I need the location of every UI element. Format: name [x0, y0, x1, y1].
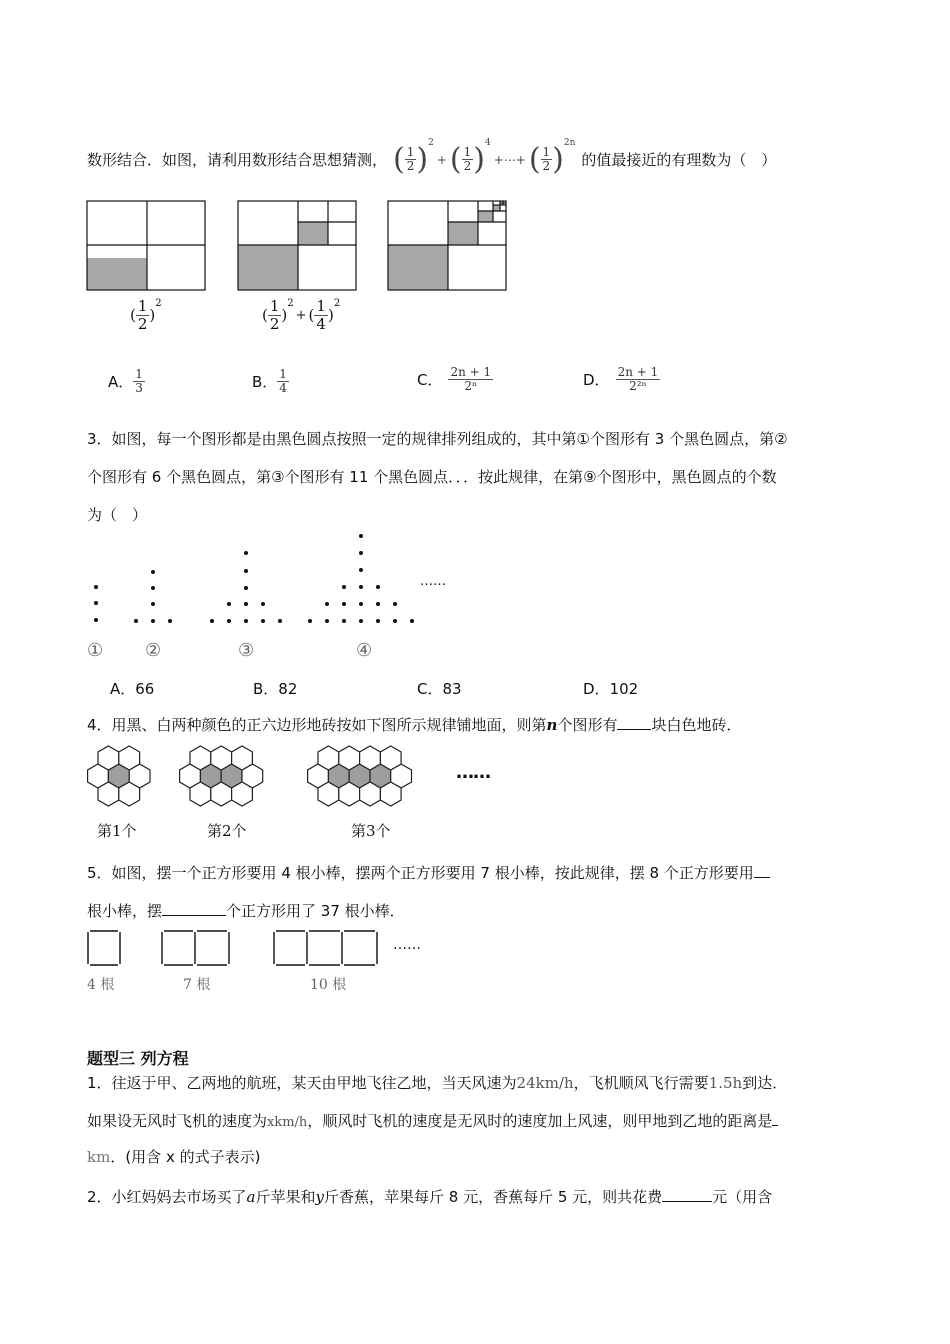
q4-hexagon-figures	[84, 744, 504, 808]
q3-label-1: ①	[87, 640, 104, 661]
q3-dot-figures	[80, 530, 460, 635]
white-tile	[98, 782, 119, 806]
q4-label-1: 第1个	[97, 822, 137, 840]
q5-line-1: 5．如图，摆一个正方形要用 4 根小棒，摆两个正方形要用 7 根小棒，按此规律，摆 8 个正方形要用	[87, 862, 770, 883]
q2-option-a[interactable]: A． $\frac{1}{3}$	[108, 367, 143, 396]
white-tile	[119, 782, 140, 806]
white-tile	[318, 746, 339, 770]
white-tile	[360, 746, 381, 770]
q2-option-b[interactable]: B． $\frac{1}{4}$	[252, 367, 287, 396]
s3-q1-line-2: 如果设无风时飞机的速度为xkm/h，顺风时飞机的速度是无风时的速度加上风速，则甲地到乙地的距离是	[87, 1110, 778, 1131]
section-title: 题型三 列方程	[87, 1049, 189, 1068]
white-tile	[232, 782, 253, 806]
q5-answer-blank-1[interactable]	[754, 863, 770, 878]
white-tile	[119, 746, 140, 770]
q4-statement: 4．用黑、白两种颜色的正六边形地砖按如下图所示规律铺地面，则第n个图形有 块白色地砖．	[87, 716, 742, 734]
q3-option-d[interactable]: D．102	[583, 680, 639, 698]
q3-label-3: ③	[238, 640, 255, 661]
s3-q2-line: 2．小红妈妈去市场买了a斤苹果和y斤香蕉，苹果每斤 8 元，香蕉每斤 5 元，则共花费 元（用含	[87, 1188, 773, 1206]
q3-line-2: 个图形有 6 个黑色圆点，第③个图形有 11 个黑色圆点．．．按此规律，在第⑨个图形中，黑色圆点的个数	[87, 468, 777, 486]
white-tile	[360, 782, 381, 806]
q2-text-before: 数形结合．如图，请利用数形结合思想猜测，	[87, 151, 388, 169]
white-tile	[339, 746, 360, 770]
white-tile	[211, 746, 232, 770]
q3-ellipsis: ……	[420, 574, 446, 589]
q4-label-3: 第3个	[351, 822, 391, 840]
q2-caption-1: ( $\frac{1}{2}$ ) $^2$	[130, 297, 162, 333]
q2-expression: ( $\frac{1}{2}$ ) $^2$ + ( $\frac{1}{2}$ ) $^4$ +⋯+ ( $\frac{1}{2}$ ) $^{2n}$	[393, 138, 576, 177]
s3-q1-answer-blank[interactable]	[772, 1111, 778, 1126]
q5-matchstick-figures	[84, 928, 404, 968]
white-tile	[380, 746, 401, 770]
s3-q1-line-3: km．(用含 x 的式子表示)	[87, 1148, 261, 1166]
white-tile	[232, 746, 253, 770]
q5-answer-blank-2[interactable]	[162, 901, 226, 916]
q3-option-c[interactable]: C．83	[417, 680, 462, 698]
white-tile	[190, 746, 211, 770]
white-tile	[380, 782, 401, 806]
white-tile	[339, 782, 360, 806]
q3-line-1: 3．如图，每一个图形都是由黑色圆点按照一定的规律排列组成的，其中第①个图形有 3 个黑色圆点，第②	[87, 430, 788, 448]
q3-option-b[interactable]: B．82	[253, 680, 298, 698]
q2-option-c[interactable]: C． $\frac{2n + 1}{\text{2ⁿ}}$	[417, 365, 492, 394]
q5-label-2: 7 根	[183, 977, 211, 993]
q4-ellipsis: ……	[456, 762, 490, 783]
q2-statement	[87, 138, 777, 177]
white-tile	[318, 782, 339, 806]
q2-caption-2: ( $\frac{1}{2}$ ) $^2$ + ( $\frac{1}{4}$ ) $^2$	[262, 297, 341, 333]
q3-label-2: ②	[145, 640, 162, 661]
q3-line-3: 为（ ）	[87, 506, 148, 524]
q3-label-4: ④	[356, 640, 373, 661]
q5-line-2: 根小棒，摆 个正方形用了 37 根小棒．	[87, 902, 405, 920]
s3-q2-answer-blank[interactable]	[662, 1187, 712, 1202]
q4-label-2: 第2个	[207, 822, 247, 840]
q4-answer-blank[interactable]	[617, 715, 651, 730]
white-tile	[98, 746, 119, 770]
q2-option-d[interactable]: D． $\frac{2n + 1}{\text{2²ⁿ}}$	[583, 365, 659, 394]
q5-ellipsis: ……	[393, 937, 421, 953]
q5-label-1: 4 根	[87, 977, 115, 993]
q2-square-figures	[85, 198, 515, 293]
s3-q1-line-1: 1．往返于甲、乙两地的航班，某天由甲地飞往乙地，当天风速为24km/h，飞机顺风飞行需要1.5h到达．	[87, 1074, 788, 1092]
q5-label-3: 10 根	[310, 977, 347, 993]
white-tile	[211, 782, 232, 806]
q3-option-a[interactable]: A．66	[110, 680, 155, 698]
q2-text-after: 的值最接近的有理数为（ ）	[581, 151, 777, 169]
white-tile	[190, 782, 211, 806]
